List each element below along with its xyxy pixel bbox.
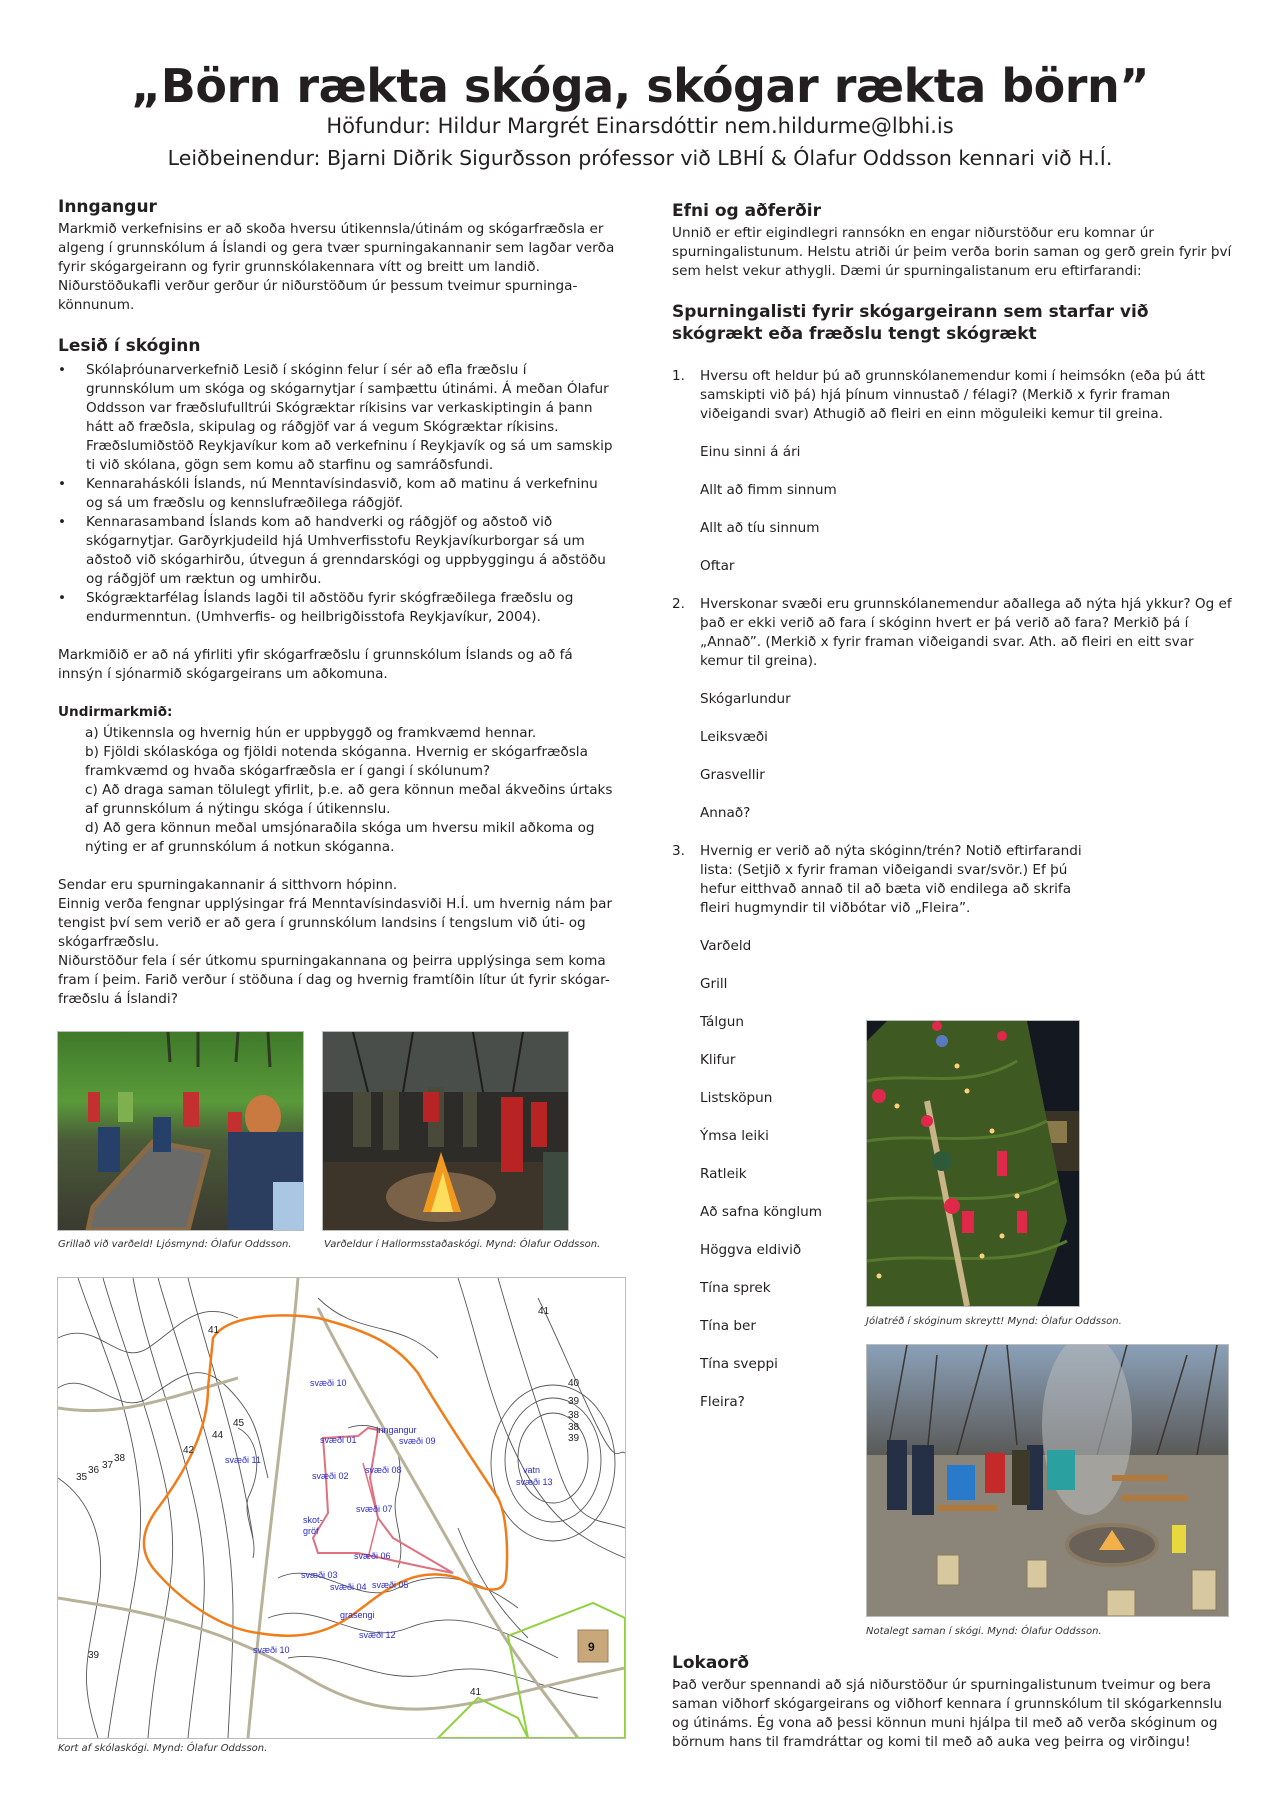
answer-option: Höggva eldivið [700, 1242, 802, 1258]
subgoal-item: a) Útikennsla og hvernig hún er uppbyggð og framkvæmd hennar. [85, 725, 537, 741]
photo-grilling [57, 1031, 304, 1231]
bullet-item: • Skólaþróunarverkefnið Lesið í skóginn felur í sér að efla fræðslu í grunnskólum um skóga og skógarnytjar í samþættu útinámi. Á meðan Ólafur Oddsson var fræðslufulltrúi Skógræktar ríkisins var verkaskiptingin á þann hátt að fræðsla, skipulag og ráðgjöf var á vegum Skógræktar ríkisins. Fræðslumiðstöð Reykjavíkur kom að verkefninu í Reykjavík og sá um samskip ti við skólana, gögn sem komu að starfinu og samráðsfundi. [58, 362, 613, 473]
map-label: gröf [303, 1526, 319, 1536]
photo-grilling-image [58, 1032, 303, 1230]
closing-line: Niðurstöður fela í sér útkomu spurningakannana og þeirra upplýsinga sem koma fram í þeim. Farið verður í stöðuna í dag og hvernig framtíðin lítur út fyrir skógar-fræðslu á Íslandi? [58, 953, 610, 1007]
question-text: Hverskonar svæði eru grunnskólanemendur aðallega að nýta hjá ykkur? Og ef það er ekki verið að fara í skóginn hvert er þá verið að fara? Merkið þá í „Annað”. (Merkið x fyrir framan viðeigandi svar. Ath. að fleiri en eitt svar kemur til greina). [700, 596, 1232, 669]
subgoal-item: b) Fjöldi skólaskóga og fjöldi notenda skóganna. Hvernig er skógarfræðsla framkvæmd og hvaða skógarfræðsla er í gangi í skólunum? [85, 744, 588, 779]
answer-option: Grill [700, 976, 728, 992]
map-label: svæði 01 [320, 1435, 357, 1445]
answer-option: Ýmsa leiki [700, 1128, 769, 1144]
map-label: svæði 03 [301, 1570, 338, 1580]
answer-option: Leiksvæði [700, 729, 768, 745]
answer-option: Allt að tíu sinnum [700, 520, 820, 536]
contour-label: 39 [88, 1650, 100, 1661]
goal-text: Markmiðið er að ná yfirliti yfir skógarfræðslu í grunnskólum Íslands og að fá innsýn í sjónarmið skógargeirans um aðkomuna. [58, 647, 573, 682]
map-label: svæði 08 [365, 1465, 402, 1475]
contour-label: 41 [538, 1306, 550, 1317]
contour-label: 41 [470, 1687, 482, 1698]
author-line: Höfundur: Hildur Margrét Einarsdóttir nem.hildurme@lbhi.is [326, 114, 954, 138]
contour-label: 38 [568, 1410, 580, 1421]
question-number: 3. [672, 843, 685, 859]
question-1 [672, 367, 1232, 576]
school-forest-map [57, 1277, 626, 1739]
subgoal-item: d) Að gera könnun meðal umsjónaraðila skóga um hversu mikil aðkoma og nýting er af grunnskólum á notkun skóganna. [85, 820, 595, 855]
photo-gathering [866, 1344, 1229, 1617]
map-label: svæði 13 [516, 1477, 553, 1487]
photo-christmas-tree-caption: Jólatréð í skóginum skreytt! Mynd: Ólafur Oddsson. [866, 1316, 1122, 1327]
answer-option: Annað? [700, 805, 751, 821]
answer-option: Allt að fimm sinnum [700, 482, 837, 498]
subgoal-item: c) Að draga saman tölulegt yfirlit, þ.e. að gera könnun meðal ákveðins úrtaks af grunnskólum á nýtingu skóga í útikennslu. [85, 782, 613, 817]
answer-option: Einu sinni á ári [700, 444, 801, 460]
building-number: 9 [588, 1640, 595, 1654]
bullet-item: • Skógræktarfélag Íslands lagði til aðstöðu fyrir skógfræðilega fræðslu og endurmenntun. (Umhverfis- og heilbrigðisstofa Reykjavíkur, 2004). [58, 590, 574, 625]
photo-christmas-tree [866, 1020, 1080, 1307]
bullet-icon: • [58, 514, 67, 530]
map-label: grasengi [340, 1610, 375, 1620]
contour-label: 39 [568, 1433, 580, 1444]
answer-option: Tína ber [700, 1318, 756, 1334]
photo-christmas-tree-image [867, 1021, 1079, 1306]
closing-line: Einnig verða fengnar upplýsingar frá Menntavísindasviði H.Í. um hvernig nám þar tengist því sem verið er að gera í grunnskólum landsins í tengslum við úti- og skógarfræðslu. [58, 896, 613, 950]
map-label: svæði 04 [330, 1582, 367, 1592]
bullet-item: • Kennaraháskóli Íslands, nú Menntavísindasvið, kom að matinu á verkefninu og sá um fræðslu og kennslufræðilega ráðgjöf. [58, 476, 598, 511]
subgoals-list [58, 724, 618, 857]
question-number: 2. [672, 596, 685, 612]
contour-label: 45 [233, 1418, 245, 1429]
answer-option: Tálgun [700, 1014, 745, 1030]
map-label: svæði 12 [359, 1630, 396, 1640]
closing-lines [58, 876, 618, 1009]
answer-option: Skógarlundur [700, 691, 791, 707]
contour-label: 42 [183, 1445, 195, 1456]
methods-text: Unnið er eftir eigindlegri rannsókn en engar niðurstöður eru komnar úr spurningalistunum. Helstu atriði úr þeim verða borin saman og gerð grein fyrir því sem helst vekur athygli. Dæmi úr spurningalistanum eru eftirfarandi: [672, 225, 1232, 279]
contour-label: 38 [114, 1453, 126, 1464]
lesid-bullets [58, 361, 618, 627]
map-label: vatn [523, 1465, 541, 1475]
methods-heading: Efni og aðferðir [672, 201, 821, 221]
conclusion-text: Það verður spennandi að sjá niðurstöður úr spurningalistunum tveimur og bera saman viðhorf skógargeirans og viðhorf kennara í grunnskólum til skógarkennslu og útináms. Ég vona að þessi könnun muni hjálpa til með að verða skóginum og börnum hans til framdráttar og komi til með að auka veg þeirra og virðingu! [672, 1677, 1222, 1750]
bullet-icon: • [58, 362, 67, 378]
question-2 [672, 595, 1232, 823]
questionnaire-heading: Spurningalisti fyrir skógargeirann sem starfar við skógrækt eða fræðslu tengt skógrækt [672, 302, 1149, 344]
map-label: svæði 06 [354, 1551, 391, 1561]
map-caption: Kort af skólaskógi. Mynd: Ólafur Oddsson. [58, 1743, 268, 1754]
photo-gathering-caption: Notalegt saman í skógi. Mynd: Ólafur Oddsson. [866, 1626, 1102, 1637]
answer-option: Oftar [700, 558, 735, 574]
question-text: Hvernig er verið að nýta skóginn/trén? Notið eftirfarandi lista: (Setjið x fyrir framan viðeigandi svar/svör.) Ef þú hefur eitthvað annað til að bæta við endilega að skrifa fleiri hugmyndir til viðbótar við „Fleira”. [700, 843, 1082, 916]
answer-option: Listsköpun [700, 1090, 773, 1106]
conclusion-section [672, 1652, 1232, 1752]
bullet-icon: • [58, 476, 67, 492]
closing-line: Sendar eru spurningakannanir á sitthvorn hópinn. [58, 877, 398, 893]
contour-label: 36 [88, 1465, 100, 1476]
intro-text: Markmið verkefnisins er að skoða hversu útikennsla/útinám og skógarfræðsla er algeng í grunnskólum á Íslandi og gera tvær spurningakannanir sem lagðar verða fyrir skógargeirann og fyrir grunnskólakennara vítt og breitt um landið. Niðurstöðukafli verður gerður úr niðurstöðum úr þessum tveimur spurninga-könnunum. [58, 221, 615, 313]
map-image [58, 1278, 625, 1738]
answer-option: Að safna könglum [700, 1204, 822, 1220]
subgoals-heading: Undirmarkmið: [58, 704, 173, 720]
map-label: svæði 11 [225, 1455, 261, 1465]
bullet-icon: • [58, 590, 67, 606]
map-label: svæði 09 [399, 1436, 436, 1446]
lesid-heading: Lesið í skóginn [58, 336, 201, 356]
answer-option: Grasvellir [700, 767, 765, 783]
photo-bonfire-image [323, 1032, 568, 1230]
map-label: svæði 10 [253, 1645, 290, 1655]
contour-label: 39 [568, 1396, 580, 1407]
map-label: skot- [303, 1515, 323, 1525]
conclusion-heading: Lokaorð [672, 1653, 750, 1673]
answer-option: Klifur [700, 1052, 736, 1068]
intro-heading: Inngangur [58, 197, 157, 217]
advisors-line: Leiðbeinendur: Bjarni Diðrik Sigurðsson prófessor við LBHÍ & Ólafur Oddsson kennari við H.Í. [167, 146, 1113, 170]
bullet-item: • Kennarasamband Íslands kom að handverki og ráðgjöf og aðstoð við skógarnytjar. Garðyrkjudeild hjá Umhverfisstofu Reykjavíkurborgar sá um aðstoð við skógarhirðu, útvegun á grenndarskógi og uppbyggingu á aðstöðu og ráðgjöf um ræktun og umhirðu. [58, 514, 606, 587]
contour-label: 40 [568, 1378, 580, 1389]
contour-label: 37 [102, 1460, 114, 1471]
contour-label: 41 [208, 1325, 220, 1336]
map-label: svæði 10 [310, 1378, 347, 1388]
answer-option: Tína sprek [700, 1280, 771, 1296]
map-label: Inngangur [376, 1425, 417, 1435]
photo-bonfire-caption: Varðeldur í Hallormsstaðaskógi. Mynd: Ólafur Oddsson. [324, 1239, 601, 1250]
question-text: Hversu oft heldur þú að grunnskólanemendur komi í heimsókn (eða þú átt samskipti við þá) hjá þínum vinnustað / félagi? (Merkið x fyrir framan viðeigandi svar) Athugið að fleiri en einn möguleiki kemur til greina. [700, 368, 1206, 422]
contour-label: 38 [568, 1422, 580, 1433]
left-column [58, 196, 618, 1009]
contour-label: 44 [212, 1430, 224, 1441]
photo-bonfire [322, 1031, 569, 1231]
poster-title: „Börn rækta skóga, skógar rækta börn” [131, 59, 1149, 113]
map-label: svæði 07 [356, 1504, 393, 1514]
photo-gathering-image [867, 1345, 1228, 1616]
contour-label: 35 [76, 1472, 88, 1483]
map-label: svæði 05 [372, 1580, 409, 1590]
answer-option: Ratleik [700, 1166, 747, 1182]
map-label: svæði 02 [312, 1471, 349, 1481]
answer-option: Fleira? [700, 1394, 745, 1410]
answer-option: Tína sveppi [700, 1356, 778, 1372]
answer-option: Varðeld [700, 938, 752, 954]
photo-grilling-caption: Grillað við varðeld! Ljósmynd: Ólafur Oddsson. [58, 1239, 292, 1250]
question-number: 1. [672, 368, 685, 384]
